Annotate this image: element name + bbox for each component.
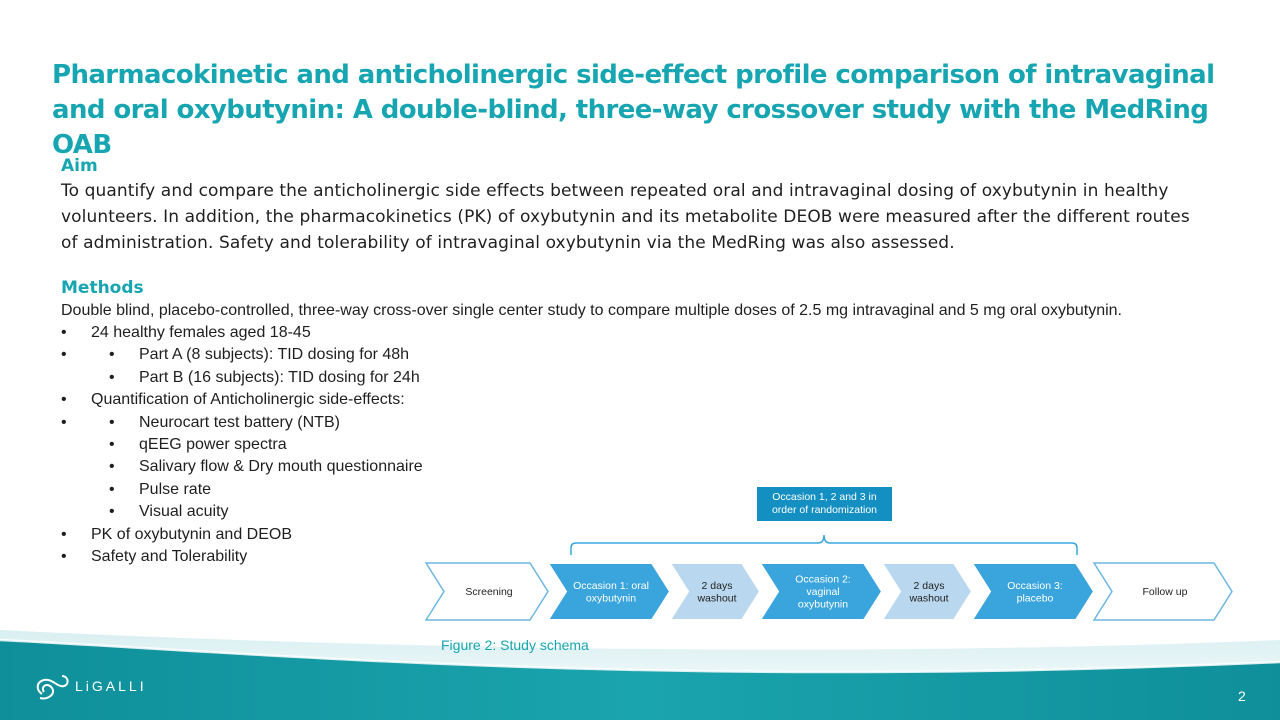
occasion-box-text: Occasion 1, 2 and 3 in [772, 491, 877, 503]
methods-text: Double blind, placebo-controlled, three-way cross-over single center study to compare multiple doses of 2.5 mg intravaginal and 5 mg oral oxybutynin. [61, 302, 1122, 319]
schema-step-label: vaginal [806, 586, 840, 598]
list-item: • Salivary flow & Dry mouth questionnaire [61, 456, 1211, 478]
list-item-text: PK of oxybutynin and DEOB [91, 525, 292, 543]
list-item: • • Neurocart test battery (NTB) [61, 412, 1211, 434]
schema-step-label: Occasion 3: [1007, 579, 1063, 592]
aim-text: To quantify and compare the anticholinergic side effects between repeated oral and intravaginal dosing of oxybutynin in healthy volunteers. In addition, the pharmacokinetics (PK) of oxybutynin and its metabolite DEOB were measured after the different routes of administration. Safety and tolerability of intravaginal oxybutynin via the MedRing was also assessed. [61, 181, 1190, 253]
figure-caption: Figure 2: Study schema [441, 637, 589, 653]
list-item: • Pulse rate [61, 479, 1211, 501]
list-item-text: 24 healthy females aged 18-45 [91, 324, 311, 341]
schema-step-label: 2 days [913, 579, 945, 592]
ligalli-logo-text: LiGALLI [75, 678, 147, 694]
list-item-text: Quantification of Anticholinergic side-effects: [91, 391, 405, 409]
schema-step-label: Screening [465, 586, 513, 598]
list-item: • Visual acuity [61, 501, 1211, 523]
schema-step-label: washout [697, 592, 737, 605]
slide-title: Pharmacokinetic and anticholinergic side-effect profile comparison of intravaginal and oral oxybutynin: A double-blind, three-way crossover study with the MedRing OAB [52, 60, 1215, 160]
schema-step-label: 2 days [701, 579, 733, 592]
page-number: 2 [1238, 688, 1246, 704]
schema-step-label: Follow up [1142, 586, 1188, 598]
schema-step-label: oxybutynin [797, 598, 849, 611]
schema-step-label: placebo [1016, 592, 1054, 605]
list-item: • • Part A (8 subjects): TID dosing for 48h [61, 344, 1211, 366]
aim-heading: Aim [61, 156, 98, 176]
list-item-text: Safety and Tolerability [91, 548, 248, 566]
methods-heading: Methods [61, 278, 144, 298]
schema-step-label: Occasion 1: oral [573, 579, 649, 592]
schema-step-label: oxybutynin [585, 592, 637, 605]
list-item: • Part B (16 subjects): TID dosing for 24h [61, 367, 1211, 389]
occasion-box-text: order of randomization [771, 504, 878, 516]
randomization-bracket [571, 535, 1077, 555]
schema-step-label: washout [909, 592, 949, 605]
schema-step-label: Occasion 2: [795, 573, 851, 586]
ligalli-logo-icon [34, 672, 72, 702]
list-item: • qEEG power spectra [61, 434, 1211, 456]
